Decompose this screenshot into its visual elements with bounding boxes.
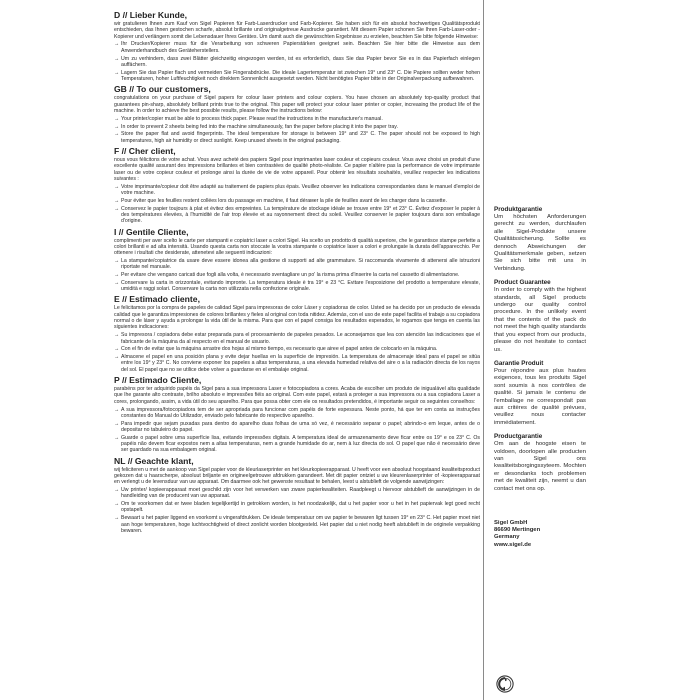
section-fr <box>114 146 480 225</box>
instruction-item: → Ihr Drucker/Kopierer muss für die Verarbeitung von schweren Papierstärken geeignet sein. Beachten Sie hier bitte die Hinweise aus dem Anwenderhandbuch des Geräteherstellers. <box>114 41 480 54</box>
instruction-item: → Para impedir que sejam puxadas para dentro do aparelho duas folhas de uma só vez, é necessário separar o papel; abrindo-o em leque, antes de o depositar no tabuleiro do papel. <box>114 421 480 434</box>
section-heading: E // Estimado cliente, <box>114 294 200 305</box>
guarantee-block <box>494 206 586 499</box>
instruction-item: → Per evitare che vengano caricati due fogli alla volta, è necessario sventagliare un po' la risma prima d'inserire la carta nel cassetto di alimentazione. <box>114 272 480 278</box>
section-it <box>114 227 480 293</box>
instruction-item: → Guarde o papel sobre uma superfície lisa, evitando impressões digitais. A temperatura ideal de armazenamento deve ficar entre os 19° e os 23° C. Os papéis não devem ficar expostos nem a altas temperaturas, nem a grande humidade do ar, nem à luz directa do sol. O papel que não é necessário deve ser guardado na sua embalagem original. <box>114 435 480 454</box>
section-heading: GB // To our customers, <box>114 84 211 95</box>
section-intro: Le felicitamos por la compra de papeles de calidad Sigel para impresoras de color Láser y copiadoras de color. Usted se ha decido por un producto de elevada calidad que le garantiza impresiones de colores brillantes y fieles al original con toda nitidez. Además, con el uso de este papel facilita el trabajo a su copiadora normal o de láser y ayuda a prolongar la vida útil de la misma. Para que con el papel consiga los resultados esperados, le rogamos que tenga en cuenta las siguientes indicaciones: <box>114 305 480 331</box>
instruction-item: → Pour éviter que les feuilles restent collées lors du passage en machine, il faut dérамer la pile de feuilles avant de les charger dans la cassette. <box>114 198 480 204</box>
company-country: Germany <box>494 534 520 541</box>
section-es <box>114 294 480 373</box>
instruction-item: → Conservare la carta in orizzontale, evitando impronte. La temperatura ideale è tra 19° e 23 °C. Evitare l'esposizione del prodotto a temperature elevate, umidità e raggi solari. Conservare la carta non utilizzata nella confezione originale. <box>114 280 480 293</box>
guarantee-heading: Productgarantie <box>494 433 543 441</box>
instruction-item: → Bewaart u het papier liggend en voorkomt u vingerafdrukken. De ideale temperatuur om uw papier te bewaren ligt tussen 19° en 23° C. Het papier moet niet aan hoge temperaturen, hoge luchtvochtigheid of direct zonlicht worden blootgesteld. Het papier dat u niet nodig heeft alstublieft in de originele verpakking bewaren. <box>114 515 480 534</box>
section-intro: wir gratulieren Ihnen zum Kauf von Sigel Papieren für Farb-Laserdrucker und Farb-Kopierer. Sie haben sich für ein absolut hochwertiges Qualitätsprodukt entschieden, das Ihnen gestochen scharfe, absolut brillante und originalgetreue Ausdrucke garantiert. Mit diesem Papier schonen Sie Ihren Farb-Laser-oder -Kopierer und verlängern somit die Lebensdauer Ihres Gerätes. Um damit auch die gewünschten Ergebnisse zu erzielen, beachten Sie bitte folgende Hinweise: <box>114 21 480 40</box>
company-name: Sigel GmbH <box>494 520 528 526</box>
instruction-item: → Con el fin de evitar que la máquina arrastre dos hojas al mismo tiempo, es necesario que airee el papel antes de colocarlo en la máquina. <box>114 346 480 352</box>
guarantee-heading: Product Guarantee <box>494 279 551 287</box>
company-website[interactable]: www.sigel.de <box>494 541 532 548</box>
instruction-item: → Su impresora / copiadora debe estar preparada para el procesamiento de papeles pesados. Le aconsejamos que lea con atención las indicaciones que el fabricante de la máquina da al respecto en el manual de usuario. <box>114 332 480 345</box>
section-heading: NL // Geachte klant, <box>114 455 194 466</box>
section-heading: F // Cher client, <box>114 145 176 156</box>
guarantee-heading: Garantie Produit <box>494 359 544 367</box>
guarantee-text: In order to comply with the highest standards, all Sigel products undergo our quality control procedure. In the unlikely event that the contents of the pack do not meet the high quality standards that you expect from our products, please do not hesitate to contact us. <box>494 287 586 353</box>
instruction-item: → Your printer/copier must be able to process thick paper. Please read the instructions in the manufacturer's manual. <box>114 116 480 122</box>
instruction-item: → Store the paper flat and avoid fingerprints. The ideal temperature for storage is between 19° and 23° C. The paper should not be exposed to high temperatures, high air humidity or direct sunlight. Keep unused sheets in the original packaging. <box>114 131 480 144</box>
guarantee-heading: Produktgarantie <box>494 206 543 213</box>
instruction-item: → Conservez le papier toujours à plat et évitez des empreintes. La température de stockage idéale se trouve entre 19° et 23° C. Évitez d'exposer le papier à des températures élevées, à l'humidité de l'air trop élevée et au rayonnement direct du soleil. Veuillez conserver le papier toujours dans son emballage d'origine. <box>114 206 480 225</box>
instruction-item: → Lagern Sie das Papier flach und vermeiden Sie Fingerabdrücke. Die ideale Lagertemperatur ist zwischen 19° und 23° C. Die Papiere sollten weder hohen Temperaturen, hoher Luftfeuchtigkeit noch direktem Sonnenlicht ausgesetzt werden. Nicht benötigtes Papier bitte in der Originalverpackung aufbewahren. <box>114 70 480 83</box>
guarantee-text: Pour répondre aux plus hautes exigences, tous les produits Sigel sont soumis à nos contrôles de qualité. Si jamais le contenu de l'emballage ne correspondait pas aux critères de qualité prévues, veuillez nous contacter immédiatement. <box>494 367 586 426</box>
section-heading: D // Lieber Kunde, <box>114 10 188 20</box>
instruction-item: → Votre imprimante/copieur doit être adapté au traitement de papiers plus épais. Veuillez observer les indications correspondantes dans le manuel d'emploi de votre machine. <box>114 184 480 197</box>
instruction-item: → Almacene el papel en una posición plana y evite dejar huellas en la superficie de impresión. La temperatura de almacenaje ideal para el papel se sitúa entre los 19° y 23° C. No conviene exponer los papeles a altas temperaturas, a una elevada humedad relativa del aire o a la radiación directa de los rayos del sol. El papel que no se utilice debe volver a guardarse en el embalaje original. <box>114 354 480 373</box>
section-intro: wij feliciteren u met de aankoop van Sigel papier voor de kleurlaserprinter en het kleurkopieerapparaat. U heeft voor een absoluut hoogstaand kwaliteitsproduct gekozen dat u haarscherpe, absoluut briljante en origineelgetrouwe afdrukken garandeert. Met dit papier ontziet u uw kleurenlaserprinter of -kopieerapparaat en verlengt u de levensduur van uw apparaat. Om daarmee ook het gewenste resultaat te behalen, leest u alstublieft de volgende aanwijzingen: <box>114 466 480 486</box>
instruction-item: → A sua impressora/fotocopiadora tem de ser apropriada para funcionar com papéis de forte espessura. Neste ponto, há que ter em conta as instruções constantes do Manual do Utilizador, enviado pelo fabricante do respectivo aparelho. <box>114 407 480 420</box>
guarantee-sidebar <box>494 0 586 700</box>
section-intro: nous vous félicitons de votre achat. Vous avez acheté des papiers Sigel pour imprimantes laser couleur et copieurs couleur. Vous avez choisi un produit d'une excellente qualité assurant des impressions brillantes et bien contrastées de qualité photo-réaliste. Ce papier n'altère pas la performance de votre imprimante laser ou de votre copieur couleur et prolonge ainsi la durée de vie de votre appareil. Pour obtenir les résultats souhaités, veuillez respecter les indications suivantes : <box>114 156 480 182</box>
section-gb <box>114 84 480 144</box>
guarantee-text: Um höchsten Anforderungen gerecht zu werden, durchlaufen alle Sigel-Produkte unsere Qualitätssicherung. Sollte es dennoch Abweichungen der Qualitätsmerkmale geben, setzen Sie sich bitte mit uns in Verbindung. <box>494 214 586 272</box>
section-intro: congratulations on your purchase of Sigel papers for colour laser printers and colour copiers. You have chosen an absolutely top-quality product that guarantees pin-sharp, absolutely brilliant prints true to the original. This paper will protect your colour laser printer or copier, increasing the product life of the machine. In order to achieve the best possible results, please follow the instructions below: <box>114 95 480 114</box>
section-intro: complimenti per aver scelto le carte per stampanti e copiatrici laser a colori Sigel. Ha scelto un prodotto di qualità superiore, che le garantisce stampe perfette a colori brillanti e ad alta intensità. Usando questa carta non stoccate la vostra stampante o copiatrice laser a colori e prolungate la durata dell'apparecchio. Per ottenere i risultati che desiderate, attenetevi alle seguenti indicazioni: <box>114 237 480 257</box>
section-intro: parabéns por ter adquirido papéis da Sigel para a sua impressora Laser e fotocopiadora a cores. Acaba de escolher um produto de inigualável alta qualidade que lhe garante alto contraste, brilho absoluto e impressões fiéis ao original. Com este papel, estará a proteger a sua impressora ou a sua copiadora Laser a cores, prolongando, assim, a vida útil do seu aparelho. Para que possa obter com ele os resultados pretendidos, é importante seguir os seguintes conselhos: <box>114 386 480 405</box>
company-address <box>494 520 586 549</box>
instruction-item: → Om te voorkomen dat er twee bladen tegelijkertijd in getrokken worden, is het noodzakelijk, dat u het papier voor u het in het papiervak legt goed recht opstapelt. <box>114 501 480 514</box>
column-divider <box>483 0 484 700</box>
company-city: 86690 Mertingen <box>494 527 541 534</box>
instruction-item: → La stampante/copiatrice da usare deve essere idonea alla gestione di supporti ad alte grammature. Si raccomanda vivamente di attenersi alle istruzioni riportate nel manuale. <box>114 258 480 271</box>
section-heading: I // Gentile Cliente, <box>114 226 189 237</box>
section-de <box>114 10 480 82</box>
section-pt <box>114 375 480 454</box>
guarantee-text: Om aan de hoogste eisen te voldoen, doorlopen alle producten van Sigel ons kwaliteitsborgingssyteem. Mochten er desondanks toch problemen met de kwaliteit zijn, neemt u dan contact met ons op. <box>494 441 586 492</box>
instruction-item: → Uw printer/ kopieerapparaat moet geschikt zijn voor het verwerken van zware papierkwaliteiten. Raadpleegt u hiervoor alstublieft de aanwijzingen in de handleiding van de producent van uw apparaat. <box>114 487 480 500</box>
instructions-column <box>114 10 480 690</box>
section-nl <box>114 456 480 535</box>
instruction-item: → Um zu verhindern, dass zwei Blätter gleichzeitig eingezogen werden, ist es erforderlich, dass Sie das Papier bevor Sie es in das Papierfach einlegen auffächern. <box>114 56 480 69</box>
section-heading: P // Estimado Cliente, <box>114 375 202 386</box>
green-dot-recycling-icon <box>496 675 514 693</box>
instruction-item: → In order to prevent 2 sheets being fed into the machine simultaneously, fan the paper before placing it into the paper tray. <box>114 124 480 130</box>
